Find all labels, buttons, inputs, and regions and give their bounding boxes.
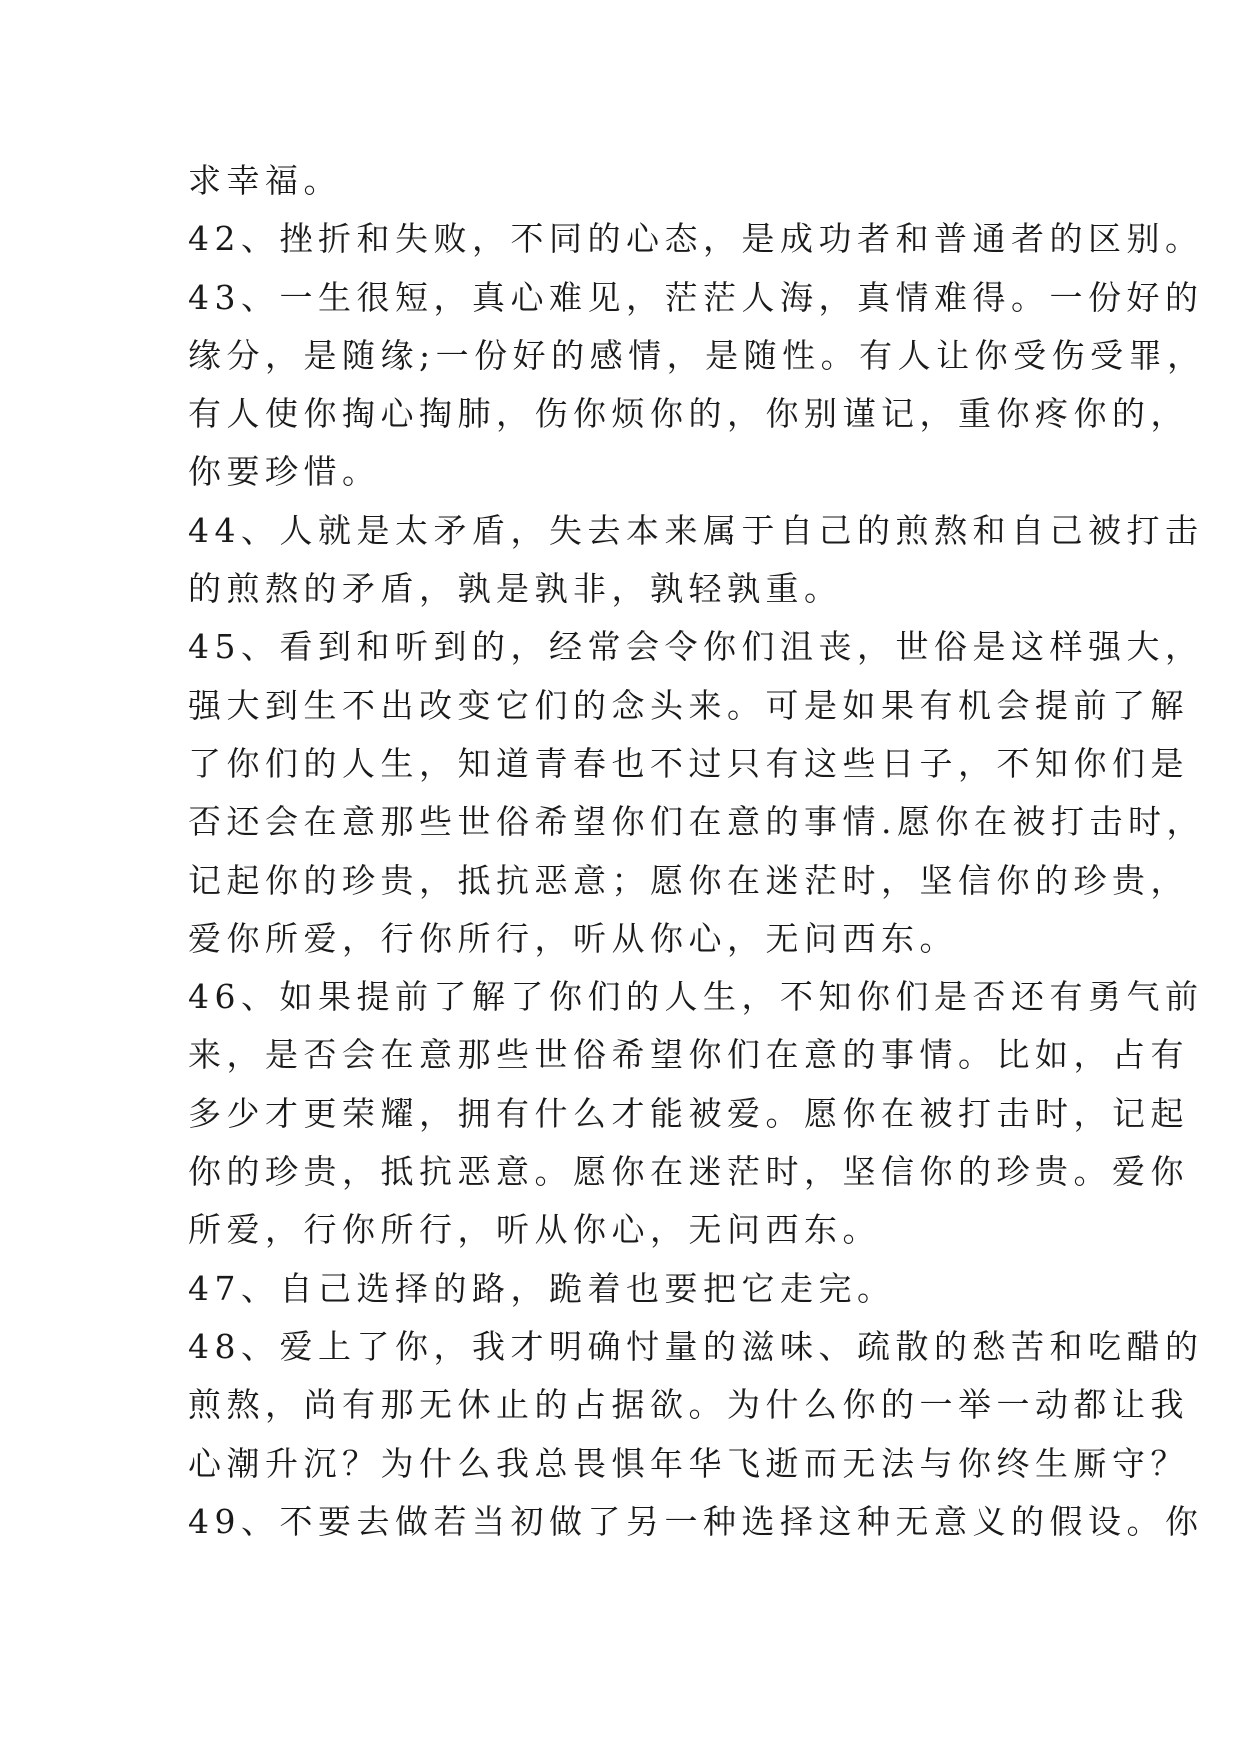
text-line: 你的珍贵，抵抗恶意。愿你在迷茫时，坚信你的珍贵。爱你 [188,1152,1189,1192]
text-line: 有人使你掏心掏肺，伤你烦你的，你别谨记，重你疼你的， [188,394,1189,434]
text-line: 心潮升沉？为什么我总畏惧年华飞逝而无法与你终生厮守？ [188,1443,1189,1483]
text-line: 煎熬，尚有那无休止的占据欲。为什么你的一举一动都让我 [188,1385,1189,1425]
text-line: 所爱，行你所行，听从你心，无问西东。 [188,1210,881,1250]
text-line: 来，是否会在意那些世俗希望你们在意的事情。比如，占有 [188,1035,1189,1075]
text-line: 45、看到和听到的，经常会令你们沮丧，世俗是这样强大， [188,627,1204,667]
text-line: 42、挫折和失败，不同的心态，是成功者和普通者的区别。 [188,219,1204,259]
text-line: 46、如果提前了解了你们的人生，不知你们是否还有勇气前 [188,977,1204,1017]
text-line: 48、爱上了你，我才明确忖量的滋味、疏散的愁苦和吃醋的 [188,1326,1204,1366]
text-line: 记起你的珍贵，抵抗恶意；愿你在迷茫时，坚信你的珍贵， [188,860,1189,900]
text-line: 求幸福。 [188,161,342,200]
text-line: 否还会在意那些世俗希望你们在意的事情.愿你在被打击时， [188,802,1205,842]
text-line: 你要珍惜。 [188,452,381,492]
text-line: 爱你所爱，行你所行，听从你心，无问西东。 [188,918,958,958]
text-line: 的煎熬的矛盾，孰是孰非，孰轻孰重。 [188,569,843,609]
text-line: 49、不要去做若当初做了另一种选择这种无意义的假设。你 [188,1501,1204,1541]
text-line: 多少才更荣耀，拥有什么才能被爱。愿你在被打击时，记起 [188,1093,1189,1133]
text-line: 了你们的人生，知道青春也不过只有这些日子，不知你们是 [188,743,1189,783]
text-line: 缘分，是随缘;一份好的感情，是随性。有人让你受伤受罪， [188,335,1206,375]
text-line: 43、一生很短，真心难见，茫茫人海，真情难得。一份好的 [188,277,1204,317]
document-body [188,152,1206,1551]
text-line: 47、自己选择的路，跪着也要把它走完。 [188,1268,896,1308]
text-line: 44、人就是太矛盾，失去本来属于自己的煎熬和自己被打击 [188,510,1204,550]
text-line: 强大到生不出改变它们的念头来。可是如果有机会提前了解 [188,685,1189,725]
